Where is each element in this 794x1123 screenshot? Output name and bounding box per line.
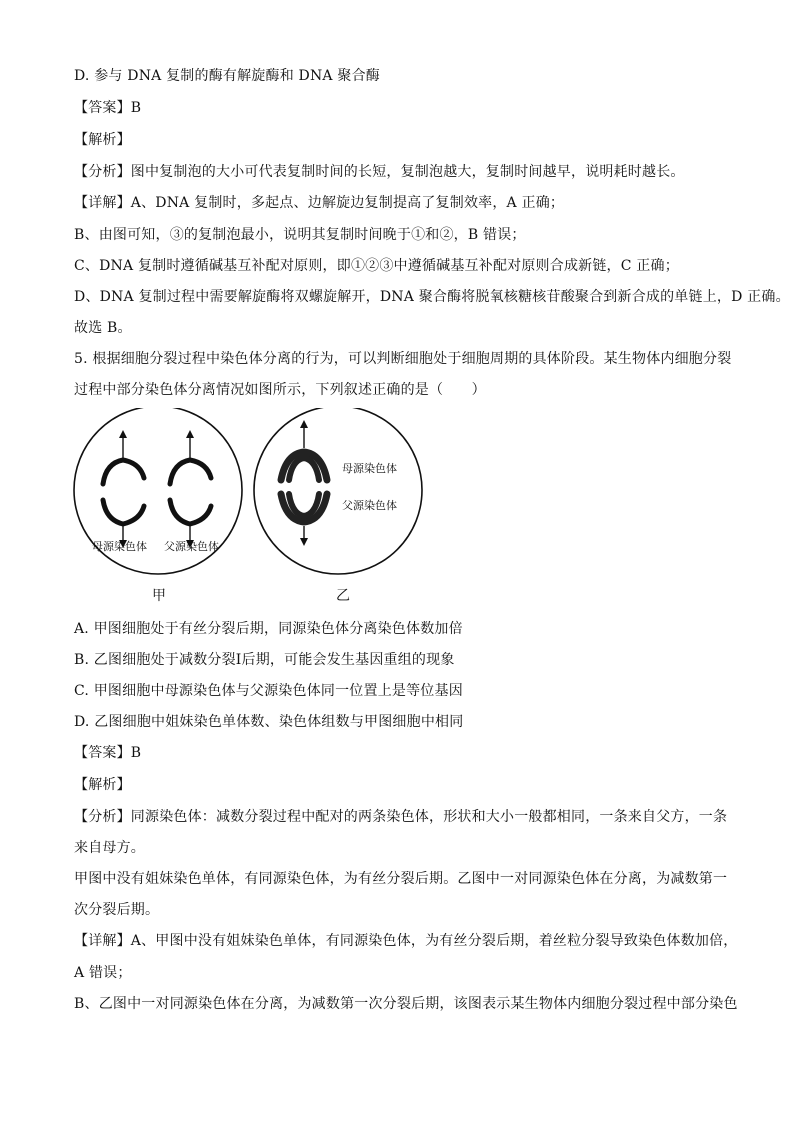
detail-a-prev: 【详解】A、DNA 复制时，多起点、边解旋边复制提高了复制效率，A 正确； xyxy=(74,195,565,211)
detail-a-line1: 【详解】A、甲图中没有姐妹染色单体，有同源染色体，为有丝分裂后期，着丝粒分裂导致染色体数加倍， xyxy=(74,933,738,949)
question-5-stem-line1: 5. 根据细胞分裂过程中染色体分离的行为，可以判断细胞处于细胞周期的具体阶段。某生物体内细胞分裂 xyxy=(74,351,732,367)
answer-label: 【答案】B xyxy=(74,745,142,761)
cell-b-maternal-label: 母源染色体 xyxy=(342,462,397,475)
cell-a-diagram xyxy=(74,408,242,574)
detail-c-prev: C、DNA 复制时遵循碱基互补配对原则，即①②③中遵循碱基互补配对原则合成新链，C 正确； xyxy=(74,258,679,274)
detail-a-line2: A 错误； xyxy=(74,965,132,981)
caption-a: 甲 xyxy=(152,588,166,604)
option-a: A. 甲图细胞处于有丝分裂后期，同源染色体分离染色体数加倍 xyxy=(74,621,463,637)
analysis-text-line4: 次分裂后期。 xyxy=(74,902,160,918)
option-d: D. 乙图细胞中姐妹染色单体数、染色体组数与甲图细胞中相同 xyxy=(74,714,464,730)
answer-label-prev: 【答案】B xyxy=(74,100,142,116)
analysis-heading: 【解析】 xyxy=(74,777,131,793)
detail-b-prev: B、由图可知，③的复制泡最小，说明其复制时间晚于①和②，B 错误； xyxy=(74,227,526,243)
question-5-stem-line2: 过程中部分染色体分离情况如图所示，下列叙述正确的是（ ） xyxy=(74,382,486,398)
analysis-text-line3: 甲图中没有姐妹染色单体，有同源染色体，为有丝分裂后期。乙图中一对同源染色体在分离，为减数第一 xyxy=(74,871,728,887)
caption-b: 乙 xyxy=(336,588,350,604)
cell-division-figure xyxy=(70,408,450,608)
option-c: C. 甲图细胞中母源染色体与父源染色体同一位置上是等位基因 xyxy=(74,683,463,699)
option-d-prev: D. 参与 DNA 复制的酶有解旋酶和 DNA 聚合酶 xyxy=(74,68,380,84)
detail-b-line1: B、乙图中一对同源染色体在分离，为减数第一次分裂后期，该图表示某生物体内细胞分裂过程中部分染色 xyxy=(74,996,738,1012)
cell-b-diagram xyxy=(254,408,422,574)
analysis-heading-prev: 【解析】 xyxy=(74,132,131,148)
option-b: B. 乙图细胞处于减数分裂Ⅰ后期，可能会发生基因重组的现象 xyxy=(74,652,455,668)
analysis-text-line2: 来自母方。 xyxy=(74,840,145,856)
cell-a-maternal-label: 母源染色体 xyxy=(92,540,147,553)
cell-a-paternal-label: 父源染色体 xyxy=(164,540,219,553)
analysis-text-prev: 【分析】图中复制泡的大小可代表复制时间的长短，复制泡越大，复制时间越早，说明耗时越长。 xyxy=(74,164,685,180)
conclusion-prev: 故选 B。 xyxy=(74,320,132,336)
detail-d-prev: D、DNA 复制过程中需要解旋酶将双螺旋解开，DNA 聚合酶将脱氧核糖核苷酸聚合到新合成的单链上，D 正确。 xyxy=(74,289,790,305)
analysis-text-line1: 【分析】同源染色体：减数分裂过程中配对的两条染色体，形状和大小一般都相同，一条来自父方，一条 xyxy=(74,809,728,825)
cell-b-paternal-label: 父源染色体 xyxy=(342,499,397,512)
